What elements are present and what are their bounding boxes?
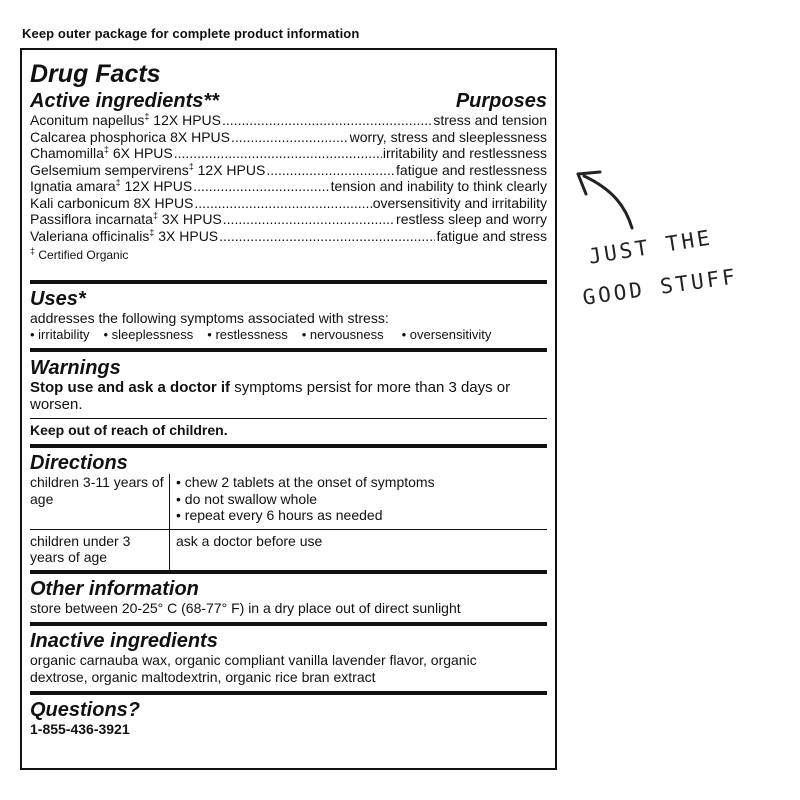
certified-organic-footnote: ‡ Certified Organic: [30, 246, 129, 262]
table-row: [30, 529, 547, 570]
uses-section: [30, 280, 547, 348]
active-ingredients-section: [30, 60, 547, 280]
table-row: [30, 474, 547, 529]
purposes-heading: Purposes: [455, 90, 547, 112]
uses-list: [30, 327, 547, 342]
list-item: • nervousness: [301, 326, 384, 342]
handwritten-note-line2: GOOD STUFF: [581, 264, 740, 310]
dot-leader: [222, 112, 432, 129]
uses-intro: addresses the following symptoms associated with stress:: [30, 310, 389, 326]
ingredient-purpose: fatigue and stress: [436, 227, 547, 244]
dot-leader: [231, 129, 349, 146]
list-item: • repeat every 6 hours as needed: [176, 507, 383, 523]
dot-leader: [219, 228, 435, 245]
ingredient-name: Valeriana officinalis‡ 3X HPUS: [30, 226, 219, 244]
ingredient-name: Calcarea phosphorica 8X HPUS: [30, 128, 230, 145]
handwritten-note-line1: JUST THE: [586, 225, 715, 269]
inactive-ingredients-heading: Inactive ingredients: [30, 630, 218, 652]
list-item: • sleeplessness: [103, 326, 194, 342]
directions-heading: Directions: [30, 452, 128, 474]
ingredient-name: Kali carbonicum 8X HPUS: [30, 194, 194, 211]
dosage-cell: ask a doctor before use: [170, 529, 548, 570]
dot-leader: [194, 195, 371, 212]
phone-number: 1-855-436-3921: [30, 721, 130, 737]
ingredient-row: [30, 145, 547, 162]
ingredient-purpose: oversensitivity and irritability: [372, 194, 547, 211]
age-group-cell: children under 3 years of age: [30, 529, 170, 570]
directions-table: [30, 474, 547, 570]
questions-section: [30, 691, 547, 738]
ingredient-row: [30, 178, 547, 195]
drug-facts-title: Drug Facts: [30, 60, 161, 88]
list-item: • chew 2 tablets at the onset of symptoms: [176, 474, 435, 490]
list-item: • restlessness: [207, 326, 288, 342]
ingredient-name: Gelsemium sempervirens‡ 12X HPUS: [30, 160, 266, 178]
ingredient-name: Ignatia amara‡ 12X HPUS: [30, 177, 193, 194]
inactive-ingredients-section: [30, 622, 547, 691]
warnings-heading: Warnings: [30, 356, 121, 379]
other-information-heading: Other information: [30, 577, 199, 600]
uses-heading: Uses*: [30, 288, 86, 310]
keep-out-text: Keep out of reach of children.: [30, 421, 228, 438]
age-group-cell: children 3-11 years of age: [30, 474, 170, 529]
questions-heading: Questions?: [30, 699, 141, 721]
drug-facts-panel: [20, 48, 557, 770]
package-note: Keep outer package for complete product information: [22, 26, 360, 41]
warnings-section: [30, 348, 547, 445]
ingredient-list: [30, 112, 547, 244]
ingredient-purpose: restless sleep and worry: [396, 211, 547, 227]
inactive-ingredients-text: organic carnauba wax, organic compliant vanilla lavender flavor, organic dextrose, organic maltodextrin, organic rice bran extract: [30, 652, 477, 685]
divider: [30, 418, 547, 419]
dosage-cell: [170, 474, 548, 529]
ingredient-name: Chamomilla‡ 6X HPUS: [30, 144, 173, 161]
ingredient-purpose: fatigue and restlessness: [396, 161, 547, 178]
active-ingredients-heading: Active ingredients**: [30, 90, 219, 112]
list-item: • oversensitivity: [401, 326, 492, 342]
stop-use-text: Stop use and ask a doctor if symptoms persist for more than 3 days or worsen.: [30, 378, 511, 413]
ingredient-row: [30, 129, 547, 146]
ingredient-row: [30, 211, 547, 228]
directions-section: [30, 444, 547, 570]
dot-leader: [174, 145, 382, 162]
list-item: • do not swallow whole: [176, 490, 318, 507]
ingredient-purpose: tension and inability to think clearly: [330, 178, 547, 194]
storage-text: store between 20-25° C (68-77° F) in a dry place out of direct sunlight: [30, 599, 461, 616]
dot-leader: [223, 211, 395, 228]
active-ingredients-header: [30, 90, 547, 112]
ingredient-row: [30, 228, 547, 245]
ingredient-purpose: stress and tension: [433, 112, 547, 128]
ingredient-row: [30, 112, 547, 129]
list-item: • irritability: [30, 326, 90, 342]
ingredient-name: Aconitum napellus‡ 12X HPUS: [30, 111, 222, 128]
ingredient-purpose: worry, stress and sleeplessness: [349, 128, 547, 145]
other-information-section: [30, 570, 547, 623]
dot-leader: [266, 162, 395, 179]
dot-leader: [193, 178, 329, 195]
ingredient-row: [30, 162, 547, 179]
ingredient-row: [30, 195, 547, 212]
ingredient-name: Passiflora incarnata‡ 3X HPUS: [30, 210, 222, 227]
ingredient-purpose: irritability and restlessness: [382, 145, 547, 161]
